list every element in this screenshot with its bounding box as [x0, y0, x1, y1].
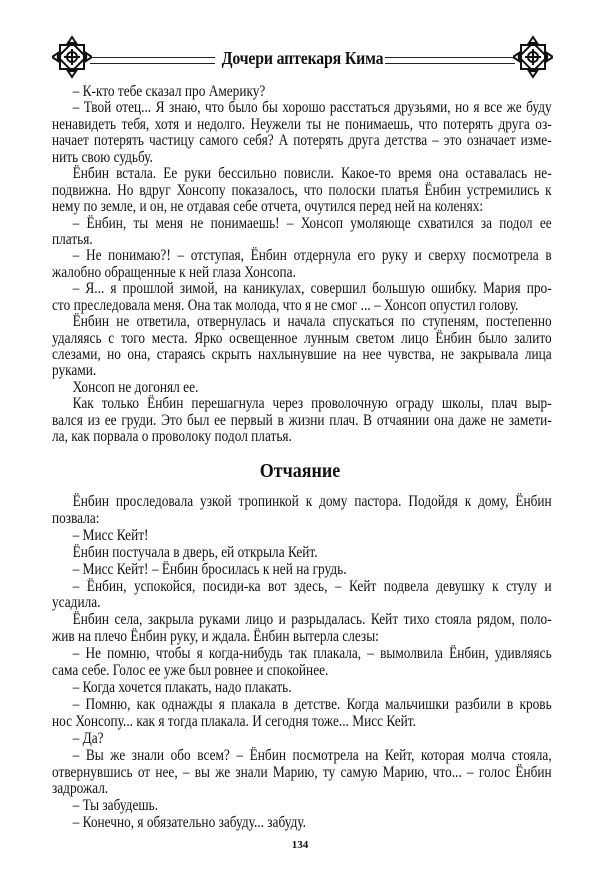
paragraph: [52, 248, 552, 281]
paragraph: [52, 380, 552, 396]
text-line: – Вы же знали обо всем? – Ёнбин посмотрела на Кейт, которая молча стояла,: [72, 746, 552, 764]
text-line: удаляясь с того места. Ярко освещенное лунным светом лицо Ёнбин было залито: [52, 329, 552, 347]
paragraph: [52, 84, 552, 100]
text-line: платья.: [52, 230, 93, 248]
body-text-section-1: [52, 84, 552, 446]
text-line: – Ты забудешь.: [72, 797, 159, 815]
paragraph: [52, 612, 552, 646]
text-line: отвернувшись от нее, – вы же знали Марию, ту самую Марию, что... – голос Ёнбин: [52, 763, 552, 781]
paragraph: [52, 815, 552, 832]
text-line: – Мисс Кейт!: [72, 526, 149, 544]
text-line: – Я... я прошлой зимой, на каникулах, совершил большую ошибку. Мария про-: [72, 280, 552, 298]
text-line: усадила.: [52, 594, 101, 612]
text-line: Как только Ёнбин перешагнула через проволочную ограду школы, плач выр-: [72, 395, 552, 413]
chapter-heading: Отчаяние: [259, 460, 341, 482]
text-line: – Мисс Кейт! – Ёнбин бросилась к ней на грудь.: [72, 560, 347, 578]
paragraph: [52, 100, 552, 166]
text-line: позвала:: [52, 509, 100, 527]
text-line: Хонсоп не догонял ее.: [72, 378, 199, 396]
text-line: сама себе. Голос ее уже был ровнее и спокойнее.: [52, 662, 329, 680]
text-line: – Конечно, я обязательно забуду... забуду.: [72, 814, 307, 832]
paragraph: [52, 528, 552, 545]
page-number: 134: [291, 839, 309, 851]
text-line: начает потерять частицу самого себя? А потерять друга детства – это означает изме-: [52, 132, 552, 150]
text-line: нить свою судьбу.: [52, 148, 153, 166]
text-line: – Когда хочется плакать, надо плакать.: [72, 678, 292, 696]
paragraph: [52, 748, 552, 799]
paragraph: [52, 216, 552, 249]
text-line: – К-кто тебе сказал про Америку?: [72, 83, 266, 100]
running-header: [50, 30, 555, 90]
text-line: вался из ее груди. Это был ее первый в жизни плач. В отчаянии она даже не замети-: [52, 411, 552, 429]
text-line: жалобно обращенные к ней глаза Хонсопа.: [52, 263, 296, 281]
paragraph: [52, 646, 552, 680]
paragraph: [52, 579, 552, 613]
paragraph: [52, 166, 552, 215]
text-line: Ёнбин не ответила, отвернулась и начала спускаться по ступеням, постепенно: [72, 313, 552, 331]
text-line: – Не понимаю?! – отступая, Ёнбин отдернула его руку и сверху посмотрела в: [72, 247, 552, 265]
text-line: – Не помню, чтобы я когда-нибудь так плакала, – вымолвила Ёнбин, удивляясь: [72, 645, 552, 663]
text-line: слезами, но она, стараясь скрыть нахлынувшие на нее чувства, не закрывала лица: [52, 346, 552, 363]
text-line: нему по земле, и он, не отдавая себе отчета, очутился перед ней на коленях:: [52, 198, 484, 216]
text-line: – Ёнбин, успокойся, посиди-ка вот здесь, – Кейт подвела девушку к стулу и: [72, 577, 552, 595]
text-line: – Твой отец... Я знаю, что было бы хорошо расстаться друзьями, но я все же буду: [72, 99, 552, 117]
paragraph: [52, 731, 552, 748]
paragraph: [52, 314, 552, 380]
text-line: нос Хонсопу... как я тогда плакала. И сегодня тоже... Мисс Кейт.: [52, 712, 416, 730]
text-line: Ёнбин села, закрыла руками лицо и разрыдалась. Кейт тихо стояла рядом, поло-: [72, 611, 552, 629]
paragraph: [52, 697, 552, 731]
text-line: – Помню, как однажды я плакала в детстве. Когда мальчишки разбили в кровь: [72, 695, 552, 713]
paragraph: [52, 396, 552, 445]
text-line: Ёнбин проследовала узкой тропинкой к дому пастора. Подойдя к дому, Ёнбин: [72, 493, 552, 510]
body-text-section-2: [52, 494, 552, 832]
paragraph: [52, 494, 552, 528]
paragraph: [52, 281, 552, 314]
text-line: ненавидеть тебя, хотя и недолго. Неужели ты не понимаешь, что потерять друга оз-: [52, 115, 552, 133]
text-line: Ёнбин встала. Ее руки бессильно повисли. Какое-то время она оставалась не-: [72, 165, 552, 183]
paragraph: [52, 545, 552, 562]
lotus-ornament-icon: [513, 35, 553, 79]
text-line: руками.: [52, 362, 97, 380]
paragraph: [52, 562, 552, 579]
paragraph: [52, 798, 552, 815]
text-line: Ёнбин постучала в дверь, ей открыла Кейт.: [72, 543, 318, 561]
header-rule-right: [385, 57, 515, 64]
paragraph: [52, 680, 552, 697]
running-title: Дочери аптекаря Кима: [221, 48, 384, 68]
text-line: жив на плечо Ёнбин руку, и ждала. Ёнбин вытерла слезы:: [52, 628, 379, 646]
text-line: – Ёнбин, ты меня не понимаешь! – Хонсоп умоляюще схватился за подол ее: [72, 214, 552, 232]
text-line: задрожал.: [52, 780, 109, 798]
text-line: сто преследовала меня. Она так молода, что я не смог ... – Хонсоп опустил голову.: [52, 296, 519, 314]
text-line: подвижна. Но вдруг Хонсопу показалось, что полоски платья Ёнбин устремились к: [52, 181, 552, 199]
text-line: – Да?: [72, 729, 104, 747]
text-line: ла, как порвала о проволоку подол платья.: [52, 428, 292, 446]
